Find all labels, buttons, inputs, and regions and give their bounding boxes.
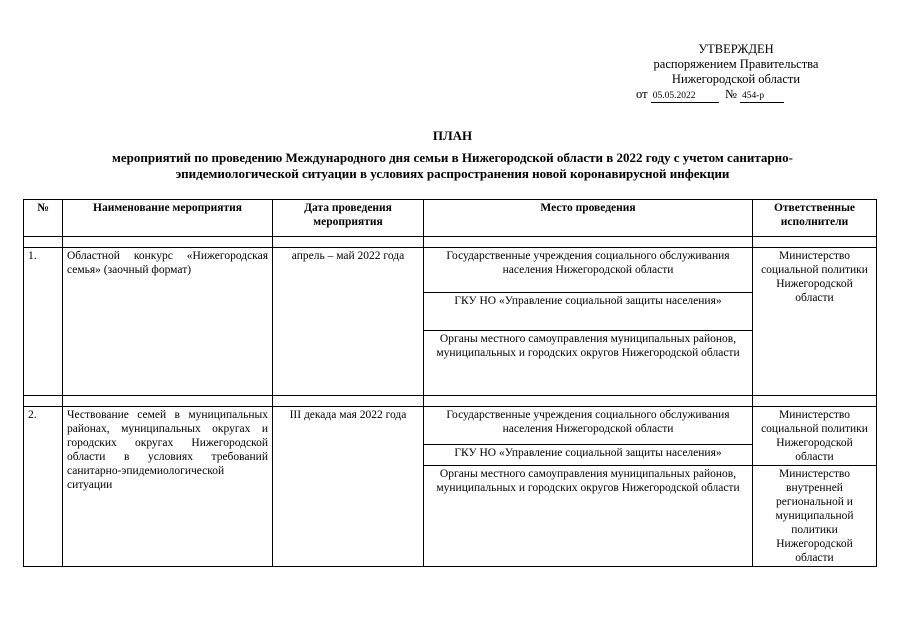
event-responsible: Министерство социальной политики Нижегородской области [753,248,877,396]
approval-region: Нижегородской области [671,72,801,86]
event-place: Государственные учреждения социального обслуживания населения Нижегородской области [424,407,753,445]
approval-authority: распоряжением Правительства [653,57,819,71]
event-name: Областной конкурс «Нижегородская семья» (заочный формат) [63,248,273,396]
approval-stamp [636,42,836,103]
document-title: ПЛАН [432,128,473,143]
header-place: Место проведения [424,200,753,237]
table-header-row [24,200,877,237]
event-place: Органы местного самоуправления муниципальных районов, муниципальных и городских округов Нижегородской области [424,466,753,567]
approval-date: 05.05.2022 [651,90,719,103]
approval-number: 454-р [740,90,784,103]
event-place: Государственные учреждения социального обслуживания населения Нижегородской области [424,248,753,293]
events-plan-table [23,199,877,567]
table-row [24,248,877,293]
spacer-row [24,237,877,248]
event-name: Чествование семей в муниципальных районах, муниципальных округах и городских округах Нижегородской области в условиях требований санитарно-эпидемиологической ситуации [63,407,273,567]
event-place: ГКУ НО «Управление социальной защиты населения» [424,293,753,331]
approval-heading: УТВЕРЖДЕН [698,42,774,56]
event-date: апрель – май 2022 года [273,248,424,396]
event-date: III декада мая 2022 года [273,407,424,567]
date-prefix: от [636,87,648,101]
row-number: 2. [24,407,63,567]
number-prefix: № [724,87,737,101]
document-subtitle: мероприятий по проведению Международного дня семьи в Нижегородской области в 2022 году с учетом санитарно-эпидемиологической ситуации в условиях распространения новой коронавирусной инфекции [112,150,793,181]
event-responsible: Министерство внутренней региональной и муниципальной политики Нижегородской области [753,466,877,567]
header-responsible: Ответственные исполнители [753,200,877,237]
table-row [24,407,877,445]
event-place: ГКУ НО «Управление социальной защиты населения» [424,445,753,466]
spacer-row [24,396,877,407]
event-responsible: Министерство социальной политики Нижегородской области [753,407,877,466]
header-name: Наименование мероприятия [63,200,273,237]
event-place: Органы местного самоуправления муниципальных районов, муниципальных и городских округов Нижегородской области [424,331,753,396]
approval-date-number [636,87,836,103]
row-number: 1. [24,248,63,396]
header-num: № [24,200,63,237]
header-date: Дата проведения мероприятия [273,200,424,237]
